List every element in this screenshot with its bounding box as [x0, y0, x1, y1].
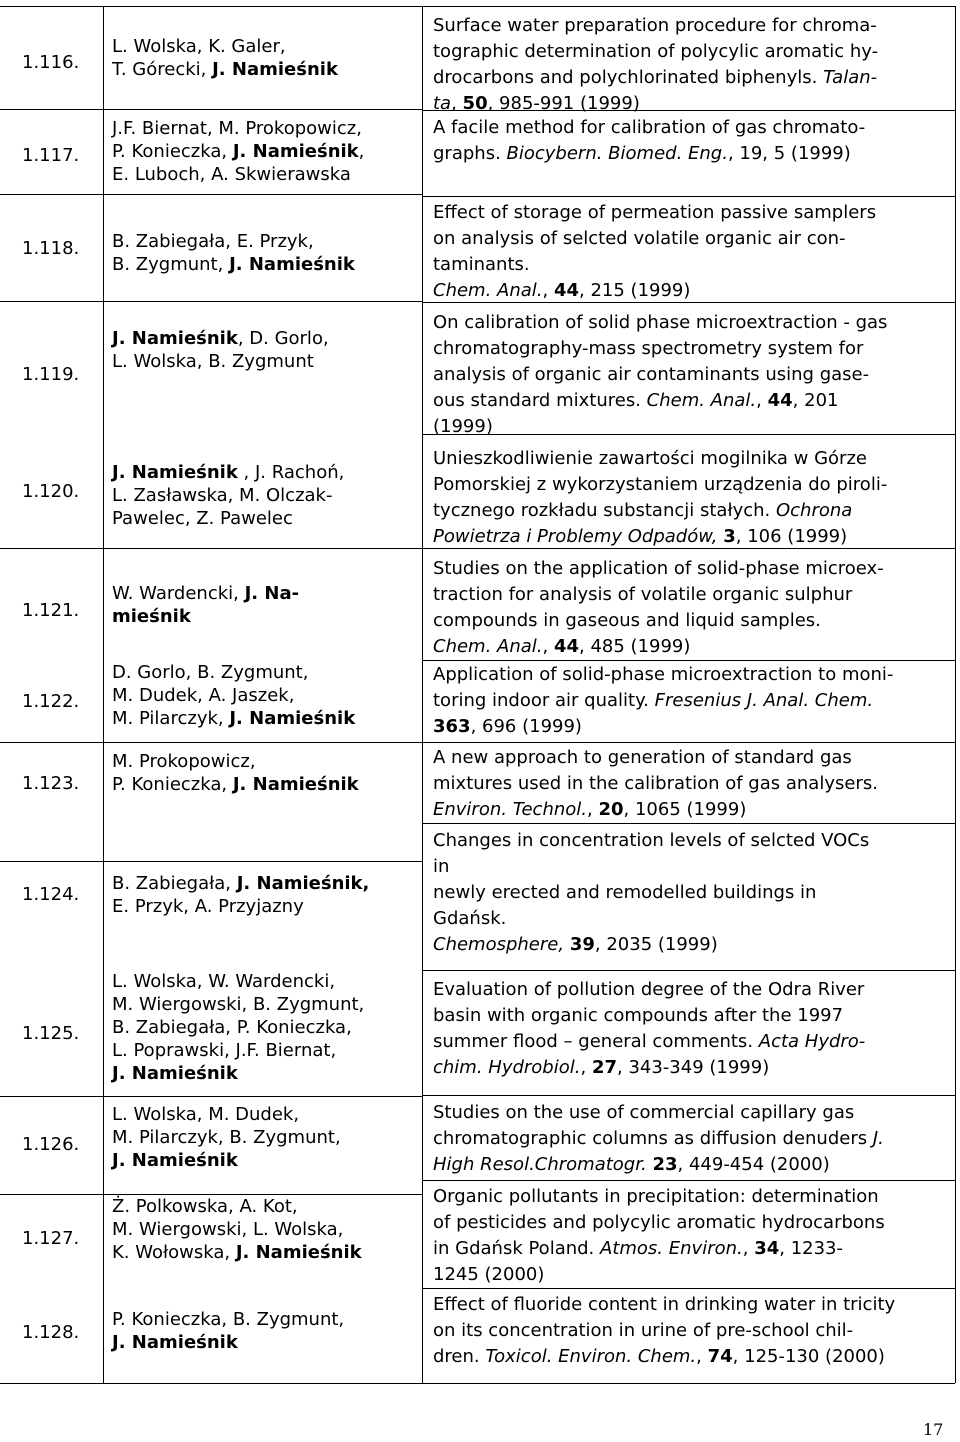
text-run: Pomorskiej z wykorzystaniem urządzenia do piroli-	[433, 474, 888, 495]
entry-reference	[433, 1184, 885, 1288]
bold-text: J. Namieśnik	[235, 1242, 362, 1263]
text-run: chromatographic columns as diffusion denuders	[433, 1128, 873, 1149]
entry-reference	[433, 1100, 884, 1178]
bold-text: J. Namieśnik	[112, 1332, 238, 1353]
entry-reference	[433, 662, 893, 740]
author-line	[112, 707, 355, 730]
text-run: Pawelec, Z. Pawelec	[112, 508, 293, 529]
text-run: Organic pollutants in precipitation: determination	[433, 1186, 879, 1207]
row-separator	[422, 110, 955, 111]
reference-line	[433, 977, 865, 1003]
text-run: L. Zasławska, M. Olczak-	[112, 485, 333, 506]
text-run: M. Wiergowski, B. Zygmunt,	[112, 994, 365, 1015]
reference-line	[433, 932, 869, 958]
author-line	[112, 1195, 362, 1218]
text-run: ,	[587, 799, 599, 820]
text-run: W. Wardencki,	[112, 583, 245, 604]
text-run: Unieszkodliwienie zawartości mogilnika w Górze	[433, 448, 867, 469]
entry-number: 1.127.	[22, 1228, 80, 1249]
author-line	[112, 1218, 362, 1241]
reference-line	[433, 556, 884, 582]
table-bottom-border	[0, 1383, 955, 1384]
reference-line	[433, 115, 865, 141]
row-separator	[422, 970, 955, 971]
text-run: , 1233-	[779, 1238, 843, 1259]
bold-text: 50	[462, 93, 488, 114]
text-run: (1999)	[433, 416, 493, 437]
reference-line	[433, 854, 869, 880]
text-run: M. Pilarczyk,	[112, 708, 230, 729]
author-line	[112, 350, 329, 373]
reference-line	[433, 828, 869, 854]
italic-text: Chemosphere,	[433, 934, 565, 955]
reference-line	[433, 662, 893, 688]
text-run: T. Górecki,	[112, 59, 213, 80]
entry-reference	[433, 828, 869, 958]
text-run: B. Zabiegała, P. Konieczka,	[112, 1017, 352, 1038]
entry-number: 1.119.	[22, 364, 80, 385]
bold-text: J. Namieśnik	[232, 141, 359, 162]
text-run: , 201	[792, 390, 839, 411]
text-run: L. Poprawski, J.F. Biernat,	[112, 1040, 337, 1061]
text-run: traction for analysis of volatile organic sulphur	[433, 584, 853, 605]
author-line	[112, 1126, 341, 1149]
entry-reference	[433, 446, 887, 550]
table-right-border	[955, 6, 956, 1383]
author-line	[112, 58, 338, 81]
author-line	[112, 895, 369, 918]
bold-text: 44	[553, 636, 580, 657]
text-run: of pesticides and polycylic aromatic hydrocarbons	[433, 1212, 885, 1233]
bold-text: J. Namieśnik	[232, 774, 359, 795]
reference-line	[433, 714, 893, 740]
reference-line	[433, 498, 887, 524]
author-line	[112, 1039, 364, 1062]
entry-authors	[112, 117, 364, 186]
italic-text: Chem. Anal.	[646, 390, 757, 411]
table-top-border	[0, 6, 955, 7]
author-line	[112, 750, 359, 773]
text-run: toring indoor air quality.	[433, 690, 655, 711]
text-run: Application of solid-phase microextraction to moni-	[433, 664, 894, 685]
reference-line	[433, 1029, 865, 1055]
row-separator	[0, 861, 422, 862]
entry-number: 1.120.	[22, 481, 80, 502]
page-number: 17	[923, 1420, 944, 1439]
bold-text: J. Namieśnik	[112, 328, 238, 349]
author-line	[112, 1016, 364, 1039]
text-run: chromatography-mass spectrometry system for	[433, 338, 864, 359]
row-separator	[422, 1095, 955, 1096]
reference-line	[433, 524, 887, 550]
text-run: ,	[542, 636, 554, 657]
italic-text: Acta Hydro-	[758, 1031, 866, 1052]
reference-line	[433, 1184, 885, 1210]
text-run: ,	[742, 1238, 755, 1259]
italic-text: Chem. Anal.	[433, 636, 543, 657]
text-run: in Gdańsk Poland.	[433, 1238, 601, 1259]
italic-text: ta	[433, 93, 452, 114]
text-run: L. Wolska, B. Zygmunt	[112, 351, 314, 372]
author-line	[112, 1062, 364, 1085]
text-run: P. Konieczka,	[112, 774, 233, 795]
text-run: Ż. Polkowska, A. Kot,	[112, 1196, 298, 1217]
entry-number: 1.124.	[22, 884, 80, 905]
reference-line	[433, 1055, 865, 1081]
text-run: E. Przyk, A. Przyjazny	[112, 896, 304, 917]
reference-line	[433, 252, 876, 278]
entry-authors	[112, 327, 329, 373]
entry-number: 1.125.	[22, 1023, 80, 1044]
text-run: on its concentration in urine of pre-school chil-	[433, 1320, 854, 1341]
reference-line	[433, 771, 878, 797]
text-run: A facile method for calibration of gas chromato-	[433, 117, 866, 138]
row-separator	[422, 660, 955, 661]
reference-line	[433, 39, 878, 65]
text-run: ,	[358, 141, 365, 162]
text-run: dren.	[433, 1346, 486, 1367]
reference-line	[433, 310, 887, 336]
entry-reference	[433, 556, 884, 660]
reference-line	[433, 688, 893, 714]
bold-text: 44	[767, 390, 793, 411]
row-separator	[0, 194, 422, 195]
entry-reference	[433, 13, 878, 117]
italic-text: Talan-	[823, 67, 878, 88]
bold-text: J. Namieśnik	[229, 254, 355, 275]
row-separator	[422, 823, 955, 824]
text-run: ,	[756, 390, 768, 411]
reference-line	[433, 1100, 884, 1126]
italic-text: Toxicol. Environ. Chem.	[485, 1346, 697, 1367]
italic-text: Fresenius J. Anal. Chem.	[654, 690, 874, 711]
text-run: ,	[696, 1346, 708, 1367]
entry-number: 1.116.	[22, 52, 80, 73]
text-run: , 1065 (1999)	[623, 799, 747, 820]
entry-authors	[112, 1308, 344, 1354]
bold-text: J. Namieśnik,	[236, 873, 370, 894]
text-run: , 106 (1999)	[735, 526, 848, 547]
text-run: compounds in gaseous and liquid samples.	[433, 610, 821, 631]
row-separator	[422, 196, 955, 197]
text-run: , 343-349 (1999)	[617, 1057, 770, 1078]
reference-line	[433, 472, 887, 498]
author-line	[112, 230, 355, 253]
reference-line	[433, 582, 884, 608]
author-line	[112, 1331, 344, 1354]
text-run: B. Zygmunt,	[112, 254, 230, 275]
bold-text: J. Namieśnik	[212, 59, 338, 80]
bold-text: 363	[433, 716, 471, 737]
text-run: L. Wolska, M. Dudek,	[112, 1104, 300, 1125]
row-separator	[422, 742, 955, 743]
text-run: drocarbons and polychlorinated biphenyls.	[433, 67, 824, 88]
text-run: Effect of fluoride content in drinking water in tricity	[433, 1294, 896, 1315]
bold-text: 39	[569, 934, 595, 955]
entry-authors	[112, 1195, 362, 1264]
bold-text: J. Namieśnik	[112, 1150, 238, 1171]
text-run: ous standard mixtures.	[433, 390, 647, 411]
reference-line	[433, 446, 887, 472]
text-run: E. Luboch, A. Skwierawska	[112, 164, 351, 185]
text-run: newly erected and remodelled buildings in	[433, 882, 817, 903]
text-run: J.F. Biernat, M. Prokopowicz,	[112, 118, 362, 139]
reference-line	[433, 1003, 865, 1029]
reference-line	[433, 91, 878, 117]
bold-text: 3	[723, 526, 736, 547]
text-run: , J. Rachoń,	[237, 462, 345, 483]
text-run: 1245 (2000)	[433, 1264, 545, 1285]
reference-line	[433, 608, 884, 634]
bold-text: 74	[707, 1346, 733, 1367]
reference-line	[433, 1126, 884, 1152]
entry-reference	[433, 200, 876, 304]
bold-text: J. Namieśnik	[112, 462, 238, 483]
author-line	[112, 484, 344, 507]
author-line	[112, 872, 369, 895]
reference-line	[433, 1236, 885, 1262]
text-run: M. Prokopowicz,	[112, 751, 256, 772]
text-run: , 985-991 (1999)	[487, 93, 640, 114]
text-run: , D. Gorlo,	[237, 328, 329, 349]
author-line	[112, 773, 359, 796]
entry-reference	[433, 115, 865, 167]
author-line	[112, 253, 355, 276]
reference-line	[433, 278, 876, 304]
row-separator	[0, 301, 422, 302]
author-line	[112, 327, 329, 350]
row-separator	[422, 548, 955, 549]
entry-number: 1.121.	[22, 600, 80, 621]
text-run: , 215 (1999)	[579, 280, 691, 301]
reference-line	[433, 906, 869, 932]
reference-line	[433, 1210, 885, 1236]
reference-line	[433, 797, 878, 823]
author-line	[112, 35, 338, 58]
bold-text: 44	[553, 280, 580, 301]
reference-line	[433, 1344, 895, 1370]
author-line	[112, 461, 344, 484]
row-separator	[422, 1288, 955, 1289]
reference-line	[433, 745, 878, 771]
reference-line	[433, 362, 887, 388]
italic-text: chim. Hydrobiol.	[433, 1057, 581, 1078]
entry-authors	[112, 661, 355, 730]
author-line	[112, 507, 344, 530]
text-run: mixtures used in the calibration of gas analysers.	[433, 773, 878, 794]
row-separator	[0, 1096, 422, 1097]
text-run: ,	[580, 1057, 592, 1078]
entry-authors	[112, 461, 344, 530]
col-divider-2	[422, 6, 423, 1383]
text-run: , 696 (1999)	[470, 716, 582, 737]
text-run: graphs.	[433, 143, 507, 164]
text-run: tycznego rozkładu substancji stałych.	[433, 500, 776, 521]
text-run: A new approach to generation of standard gas	[433, 747, 852, 768]
italic-text: Powietrza i Problemy Odpadów,	[433, 526, 718, 547]
bold-text: mieśnik	[112, 606, 191, 627]
row-separator	[0, 548, 422, 549]
author-line	[112, 117, 364, 140]
reference-line	[433, 13, 878, 39]
text-run: analysis of organic air contaminants using gase-	[433, 364, 870, 385]
author-line	[112, 140, 364, 163]
entry-reference	[433, 1292, 895, 1370]
text-run: P. Konieczka,	[112, 141, 233, 162]
entry-number: 1.118.	[22, 238, 80, 259]
text-run: L. Wolska, W. Wardencki,	[112, 971, 336, 992]
text-run: Surface water preparation procedure for chroma-	[433, 15, 877, 36]
reference-line	[433, 1152, 884, 1178]
bold-text: 34	[754, 1238, 780, 1259]
text-run: M. Wiergowski, L. Wolska,	[112, 1219, 344, 1240]
author-line	[112, 163, 364, 186]
reference-line	[433, 1318, 895, 1344]
text-run: Changes in concentration levels of selcted VOCs	[433, 830, 870, 851]
entry-number: 1.123.	[22, 773, 80, 794]
author-line	[112, 605, 299, 628]
reference-line	[433, 880, 869, 906]
text-run: , 125-130 (2000)	[732, 1346, 885, 1367]
reference-line	[433, 1262, 885, 1288]
bold-text: 23	[652, 1154, 678, 1175]
bold-text: 20	[598, 799, 624, 820]
italic-text: J.	[872, 1128, 884, 1149]
entry-authors	[112, 582, 299, 628]
text-run: P. Konieczka, B. Zygmunt,	[112, 1309, 345, 1330]
author-line	[112, 970, 364, 993]
reference-line	[433, 1292, 895, 1318]
text-run: taminants.	[433, 254, 530, 275]
entry-reference	[433, 745, 878, 823]
entry-authors	[112, 1103, 341, 1172]
reference-line	[433, 634, 884, 660]
text-run: K. Wołowska,	[112, 1242, 236, 1263]
row-separator	[0, 109, 422, 110]
entry-authors	[112, 230, 355, 276]
bold-text: J. Na-	[244, 583, 300, 604]
text-run: M. Pilarczyk, B. Zygmunt,	[112, 1127, 341, 1148]
row-separator	[0, 742, 422, 743]
col-divider-1	[103, 6, 104, 1383]
entry-number: 1.122.	[22, 691, 80, 712]
text-run: tographic determination of polycylic aromatic hy-	[433, 41, 879, 62]
text-run: basin with organic compounds after the 1997	[433, 1005, 844, 1026]
italic-text: High Resol.Chromatogr.	[433, 1154, 647, 1175]
reference-line	[433, 414, 887, 440]
entry-authors	[112, 35, 338, 81]
reference-line	[433, 336, 887, 362]
italic-text: Biocybern. Biomed. Eng.	[506, 143, 728, 164]
italic-text: Environ. Technol.	[433, 799, 587, 820]
entry-reference	[433, 977, 865, 1081]
reference-line	[433, 226, 876, 252]
entry-number: 1.117.	[22, 145, 80, 166]
row-separator	[0, 1194, 422, 1195]
text-run: Evaluation of pollution degree of the Odra River	[433, 979, 865, 1000]
author-line	[112, 1103, 341, 1126]
text-run: Studies on the application of solid-phase microex-	[433, 558, 884, 579]
entry-number: 1.128.	[22, 1322, 80, 1343]
text-run: , 485 (1999)	[579, 636, 691, 657]
text-run: on analysis of selcted volatile organic air con-	[433, 228, 846, 249]
text-run: , 2035 (1999)	[594, 934, 718, 955]
text-run: summer flood – general comments.	[433, 1031, 759, 1052]
reference-line	[433, 388, 887, 414]
text-run: Effect of storage of permeation passive samplers	[433, 202, 877, 223]
text-run: B. Zabiegała, E. Przyk,	[112, 231, 314, 252]
author-line	[112, 1308, 344, 1331]
text-run: , 19, 5 (1999)	[727, 143, 851, 164]
bold-text: J. Namieśnik	[229, 708, 356, 729]
bold-text: J. Namieśnik	[112, 1063, 238, 1084]
text-run: L. Wolska, K. Galer,	[112, 36, 286, 57]
author-line	[112, 661, 355, 684]
italic-text: Chem. Anal.	[433, 280, 543, 301]
text-run: in	[433, 856, 450, 877]
row-separator	[422, 434, 955, 435]
text-run: ,	[542, 280, 554, 301]
text-run: , 449-454 (2000)	[677, 1154, 830, 1175]
text-run: B. Zabiegała,	[112, 873, 237, 894]
reference-line	[433, 141, 865, 167]
text-run: D. Gorlo, B. Zygmunt,	[112, 662, 309, 683]
bold-text: 27	[591, 1057, 617, 1078]
text-run: Studies on the use of commercial capillary gas	[433, 1102, 855, 1123]
reference-line	[433, 200, 876, 226]
text-run: Gdańsk.	[433, 908, 507, 929]
author-line	[112, 1149, 341, 1172]
row-separator	[422, 302, 955, 303]
author-line	[112, 684, 355, 707]
entry-number: 1.126.	[22, 1134, 80, 1155]
row-separator	[422, 1180, 955, 1181]
reference-line	[433, 65, 878, 91]
text-run: On calibration of solid phase microextraction - gas	[433, 312, 888, 333]
entry-authors	[112, 970, 364, 1085]
entry-reference	[433, 310, 887, 440]
entry-authors	[112, 872, 369, 918]
italic-text: Ochrona	[775, 500, 853, 521]
text-run: ,	[451, 93, 463, 114]
author-line	[112, 1241, 362, 1264]
italic-text: Atmos. Environ.	[600, 1238, 743, 1259]
entry-authors	[112, 750, 359, 796]
author-line	[112, 582, 299, 605]
text-run: M. Dudek, A. Jaszek,	[112, 685, 295, 706]
author-line	[112, 993, 364, 1016]
